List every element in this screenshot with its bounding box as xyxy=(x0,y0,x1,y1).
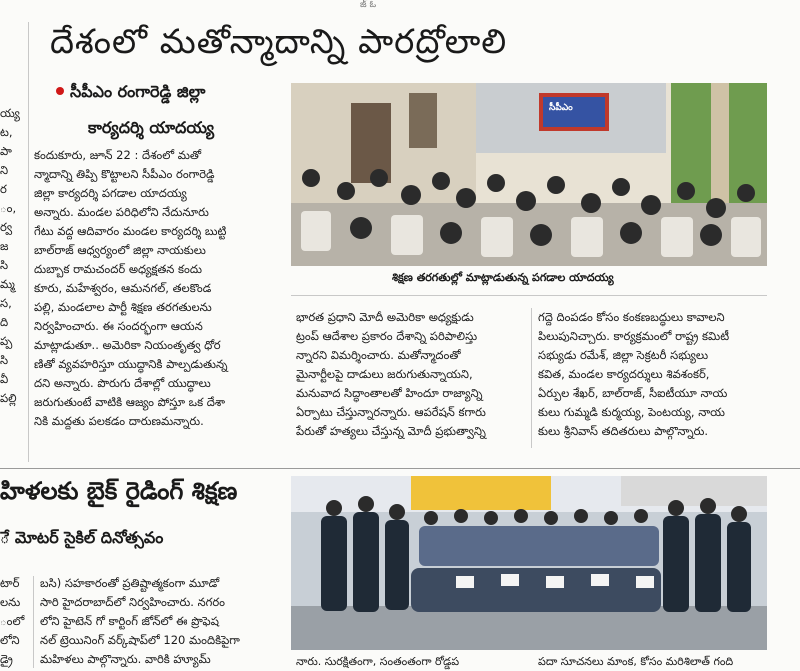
margin-fragment: సి xyxy=(0,353,9,367)
margin-fragment: జ xyxy=(0,239,9,253)
text-line: పిలుపునిచ్చారు. కార్యక్రమంలో రాష్ట్ర కమిటీ xyxy=(538,329,730,343)
text-line: గేటు వద్ద ఆదివారం మండల కార్యదర్శి బుట్టి xyxy=(34,224,227,238)
subheading-line-1: సీపీఎం రంగారెడ్డి జిల్లా xyxy=(70,82,206,101)
story2-subheadline: ే మోటర్ సైకిల్ దినోత్సవం xyxy=(0,528,164,547)
article-column-1 xyxy=(34,146,284,431)
text-line: లోని హైటెన్ గో కార్టింగ్ జోన్‌లో ఈ ప్రొఫెష xyxy=(40,614,219,628)
margin-fragment: మ్మ xyxy=(0,277,15,291)
margin-fragment: ంలో xyxy=(0,614,25,628)
text-line: దని అన్నారు. పొరుగు దేశాల్లో యుద్ధాలు xyxy=(34,376,211,390)
article-column-3 xyxy=(538,308,778,441)
margin-fragment: ర xyxy=(0,182,7,196)
margin-fragment: లను xyxy=(0,595,21,609)
margin-fragment: ట, xyxy=(0,125,13,139)
story2-bottom-right: పదా సూచనలు మాంక, కోసం మరిశిలాత్ గంది xyxy=(538,655,734,668)
margin-fragment: ర్వ xyxy=(0,220,13,234)
text-line: మైనార్టీలపై దాడులు జరుగుతున్నాయని, xyxy=(296,367,473,381)
photo-caption: శిక్షణ తరగతుల్లో మాట్లాడుతున్న పగడాల యాదయ్య xyxy=(392,271,614,284)
margin-fragment: ని xyxy=(0,163,9,177)
margin-fragment: లోని xyxy=(0,633,20,647)
section-divider xyxy=(0,468,800,469)
column-rule-mid xyxy=(531,308,532,448)
margin-fragment: స, xyxy=(0,296,12,310)
margin-fragment: వీ xyxy=(0,372,9,386)
text-line: కులు శ్రీనివాస్ తదితరులు పాల్గొన్నారు. xyxy=(538,424,709,438)
text-line: పేరుతో హత్యలు చేస్తున్న మోదీ ప్రభుత్వాన్ని xyxy=(296,424,486,438)
page-headline: దేశంలో మతోన్మాదాన్ని పారద్రోలాలి xyxy=(50,22,508,62)
meeting-photo xyxy=(291,83,767,266)
margin-fragment: సి xyxy=(0,258,9,272)
column-rule-left xyxy=(28,22,29,462)
header-strip: జ్ ఓ xyxy=(360,0,377,10)
story2-left-fragments xyxy=(0,574,30,669)
margin-fragment: పల్లి xyxy=(0,391,17,405)
margin-fragment: డ్రై xyxy=(0,652,13,666)
text-line: సభ్యుడు రమేశ్, జిల్లా సెక్రటరీ సభ్యులు xyxy=(538,348,709,362)
text-line: భారత ప్రధాని మోదీ అమెరికా అధ్యక్షుడు xyxy=(296,310,474,324)
text-line: న్మాదాన్ని తిప్పి కొట్టాలని సీపీఎం రంగారెడ్డి xyxy=(34,167,215,181)
story2-bottom-mid: నారు. సురక్షితంగా, సంతంతంగా రోడ్డప xyxy=(296,655,460,668)
text-line: కవిత, మండల కార్యదర్శులు శివశంకర్, xyxy=(538,367,710,381)
column-rule-story2 xyxy=(33,576,34,668)
text-line: గద్దె దింపడం కోసం కంకణబద్ధులు కావాలని xyxy=(538,310,725,324)
text-line: జరుగుతుంటే వాటికి ఆజ్యం పోస్తూ ఒక దేశా xyxy=(34,395,225,409)
text-line: మహిళలు పాల్గొన్నారు. వారికి హ్యూమ్ xyxy=(40,652,211,666)
left-column-fragments xyxy=(0,104,22,408)
text-line: జిల్లా కార్యదర్శి పగడాల యాదయ్య xyxy=(34,186,187,200)
bike-training-photo xyxy=(291,476,767,650)
text-line: కులు గుమ్మడి కుర్మయ్య, పెంటయ్య, నాయ xyxy=(538,405,725,419)
caption-rule xyxy=(291,295,767,296)
subheading-line-2: కార్యదర్శి యాదయ్య xyxy=(88,118,215,137)
margin-fragment: ప్ప xyxy=(0,334,13,348)
text-line: బాల్‌రాజ్ ఆధ్వర్యంలో జిల్లా నాయకులు xyxy=(34,243,206,257)
text-line: అన్నారు. మండల పరిధిలోని నేదునూరు xyxy=(34,205,209,219)
text-line: న్నారని విమర్శించారు. మతోన్మాదంతో xyxy=(296,348,461,362)
bike-training-photo-illustration xyxy=(291,476,767,650)
bullet-dot xyxy=(56,87,64,95)
story2-column xyxy=(40,574,285,669)
text-line: మనువాద సిద్ధాంతాలతో హిందూ రాజ్యాన్ని xyxy=(296,386,483,400)
text-line: ఏర్పుల శేఖర్, బాల్‌రాజ్, సీఐటీయూ నాయ xyxy=(538,386,728,400)
banner-text: సీపీఎం xyxy=(549,103,573,113)
text-line: కూరు, మహేశ్వరం, ఆమనగల్, తలకొండ xyxy=(34,281,212,295)
article-column-2 xyxy=(296,308,526,441)
text-line: మాట్లాడుతూ.. అమెరికా నియంతృత్వ ధోర xyxy=(34,338,221,352)
meeting-photo-illustration xyxy=(291,83,767,266)
text-line: దుబ్బాక రామచందర్ అధ్యక్షతన కందు xyxy=(34,262,202,276)
text-line: ఏర్పాటు చేస్తున్నారన్నారు. ఆపరేషన్ కగారు xyxy=(296,405,486,419)
margin-fragment: య్య xyxy=(0,106,20,120)
margin-fragment: ది xyxy=(0,315,9,329)
text-line: బసి) సహకారంతో ప్రతిష్టాత్మకంగా మూడో xyxy=(40,576,220,590)
text-line: కందుకూరు, జూన్ 22 : దేశంలో మతో xyxy=(34,148,202,162)
text-line: సారి హైదరాబాద్‌లో నిర్వహించారు. నగరం xyxy=(40,595,226,609)
text-line: పల్లి, మండలాల పార్టీ శిక్షణ తరగతులను xyxy=(34,300,212,314)
story2-headline: హిళలకు బైక్ రైడింగ్ శిక్షణ xyxy=(0,477,238,505)
text-line: ట్రంప్ ఆదేశాల ప్రకారం దేశాన్ని పరిపాలిస్తు xyxy=(296,329,478,343)
text-line: నికి మద్దతు పలకడం దారుణమన్నారు. xyxy=(34,414,204,428)
text-line: ణితో వ్యవహరిస్తూ యుద్ధానికి పాల్పడుతున్న xyxy=(34,357,228,371)
margin-fragment: ం, xyxy=(0,201,17,215)
text-line: నిర్వహించారు. ఈ సందర్భంగా ఆయన xyxy=(34,319,203,333)
margin-fragment: పా xyxy=(0,144,12,158)
text-line: నల్ ట్రెయినింగ్ వర్క్‌షాప్‌లో 120 మందికిపైగా xyxy=(40,633,240,647)
margin-fragment: టార్ xyxy=(0,576,20,590)
